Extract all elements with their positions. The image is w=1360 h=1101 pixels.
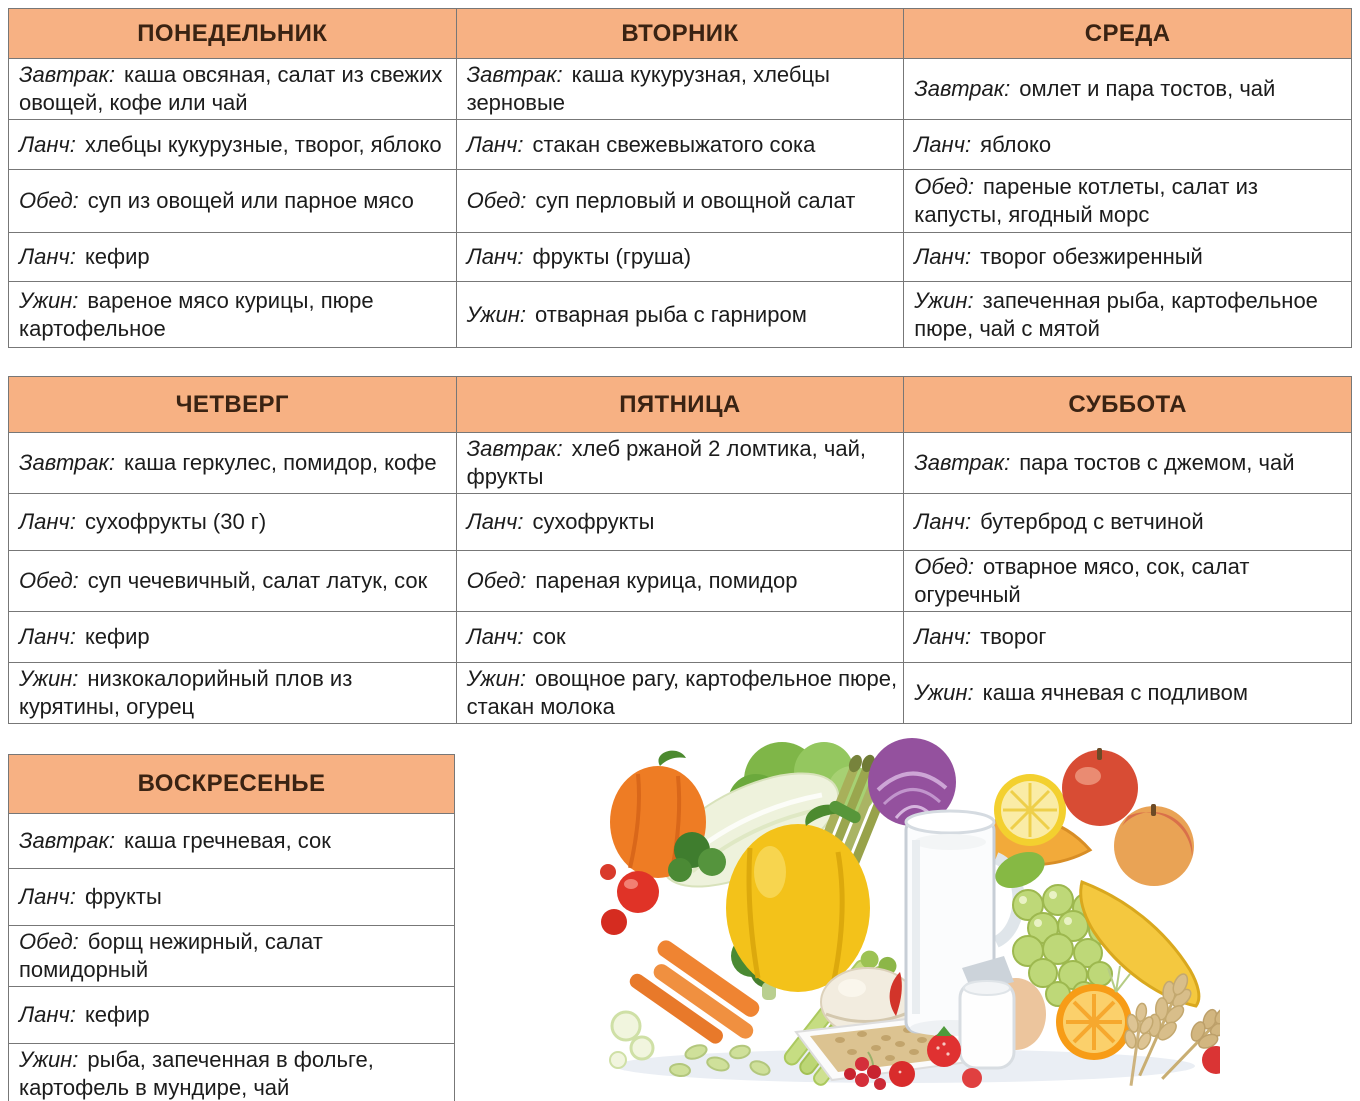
meal-cell bbox=[904, 433, 1352, 494]
table-gap bbox=[8, 348, 1352, 376]
meal-label: Ланч: bbox=[19, 509, 76, 534]
day-header-tuesday: ВТОРНИК bbox=[456, 9, 904, 59]
meal-cell bbox=[456, 282, 904, 348]
milk-bottle bbox=[960, 956, 1014, 1068]
meal-cell bbox=[456, 612, 904, 663]
meal-text: фрукты (груша) bbox=[532, 244, 692, 269]
meal-cell bbox=[456, 120, 904, 170]
day-header-sunday: ВОСКРЕСЕНЬЕ bbox=[9, 755, 455, 814]
meal-cell bbox=[9, 433, 457, 494]
meal-cell bbox=[904, 233, 1352, 282]
meal-label: Ужин: bbox=[914, 680, 974, 705]
meal-text: каша кукурузная, хлебцы зерновые bbox=[466, 62, 830, 115]
meal-cell bbox=[456, 551, 904, 612]
day-header-thursday: ЧЕТВЕРГ bbox=[9, 377, 457, 433]
meal-text: отварная рыба с гарниром bbox=[535, 301, 807, 327]
meal-text: суп из овощей или парное мясо bbox=[87, 188, 414, 213]
meal-label: Ланч: bbox=[914, 509, 972, 534]
meal-text: омлет и пара тостов, чай bbox=[1019, 76, 1276, 101]
menu-table-mon-wed bbox=[8, 8, 1352, 348]
meal-label: Завтрак: bbox=[19, 828, 116, 853]
meal-label: Ужин: bbox=[19, 287, 79, 313]
meal-text: каша ячневая с подливом bbox=[982, 680, 1248, 705]
meal-text: низкокалорийный плов из курятины, огурец bbox=[19, 666, 353, 719]
meal-label: Ланч: bbox=[466, 244, 524, 269]
meal-text: кефир bbox=[84, 1002, 150, 1027]
meal-cell bbox=[456, 433, 904, 494]
meal-label: Ланч: bbox=[19, 624, 76, 649]
meal-label: Ланч: bbox=[19, 1002, 76, 1027]
meal-cell bbox=[904, 551, 1352, 612]
meal-text: каша геркулес, помидор, кофе bbox=[124, 450, 437, 475]
meal-text: кефир bbox=[84, 624, 150, 649]
meal-label: Обед: bbox=[914, 554, 974, 579]
meal-label: Ланч: bbox=[19, 884, 76, 909]
meal-text: творог bbox=[980, 624, 1047, 649]
meal-cell bbox=[9, 120, 457, 170]
meal-text: кефир bbox=[84, 244, 150, 269]
lemon-slice bbox=[994, 774, 1066, 846]
meal-text: рыба, запеченная в фольге, картофель в мундире, чай bbox=[19, 1047, 374, 1100]
meal-label: Ужин: bbox=[466, 301, 527, 327]
meal-text: каша гречневая, сок bbox=[124, 828, 331, 853]
meal-label: Обед: bbox=[466, 568, 527, 593]
meal-text: сок bbox=[532, 624, 566, 649]
meal-label: Ланч: bbox=[914, 131, 972, 157]
meal-label: Завтрак: bbox=[19, 450, 116, 475]
meal-cell bbox=[904, 612, 1352, 663]
orange-half bbox=[1056, 984, 1132, 1060]
meal-label: Ужин: bbox=[19, 1047, 79, 1072]
meal-cell bbox=[9, 612, 457, 663]
meal-label: Ланч: bbox=[466, 131, 524, 157]
meal-cell bbox=[9, 987, 455, 1044]
meal-cell bbox=[456, 59, 904, 120]
meal-text: сухофрукты bbox=[532, 509, 655, 534]
meal-label: Завтрак: bbox=[466, 436, 563, 461]
meal-cell bbox=[9, 170, 457, 233]
day-header-wednesday: СРЕДА bbox=[904, 9, 1352, 59]
meal-cell bbox=[456, 233, 904, 282]
meal-text: суп перловый и овощной салат bbox=[535, 188, 856, 213]
meal-label: Обед: bbox=[19, 929, 79, 954]
menu-table-sunday bbox=[8, 754, 455, 1101]
meal-label: Завтрак: bbox=[19, 62, 116, 87]
meal-label: Завтрак: bbox=[914, 450, 1011, 475]
meal-label: Ужин: bbox=[19, 666, 79, 691]
meal-text: борщ нежирный, салат помидорный bbox=[19, 929, 323, 982]
meal-label: Ужин: bbox=[914, 287, 974, 313]
meal-text: каша овсяная, салат из свежих овощей, кофе или чай bbox=[19, 62, 443, 115]
meal-cell bbox=[9, 1044, 455, 1101]
meal-text: пара тостов с джемом, чай bbox=[1019, 450, 1295, 475]
menu-table-thu-sat bbox=[8, 376, 1352, 724]
day-header-monday: ПОНЕДЕЛЬНИК bbox=[9, 9, 457, 59]
meal-cell bbox=[904, 170, 1352, 233]
meal-cell bbox=[9, 494, 457, 551]
meal-text: фрукты bbox=[84, 884, 162, 909]
meal-text: бутерброд с ветчиной bbox=[980, 509, 1204, 534]
meal-label: Завтрак: bbox=[914, 76, 1011, 101]
meal-cell bbox=[9, 59, 457, 120]
meal-text: яблоко bbox=[980, 131, 1052, 157]
meal-text: запеченная рыба, картофельное пюре, чай с мятой bbox=[914, 287, 1318, 341]
meal-label: Обед: bbox=[19, 188, 79, 213]
healthy-food-photo bbox=[600, 730, 1220, 1094]
meal-cell bbox=[456, 663, 904, 724]
meal-text: пареные котлеты, салат из капусты, ягодный морс bbox=[914, 174, 1258, 227]
meal-cell bbox=[904, 120, 1352, 170]
meal-label: Завтрак: bbox=[466, 62, 563, 87]
meal-label: Обед: bbox=[19, 568, 79, 593]
meal-cell bbox=[9, 551, 457, 612]
meal-text: хлеб ржаной 2 ломтика, чай, фрукты bbox=[466, 436, 866, 489]
meal-cell bbox=[904, 59, 1352, 120]
meal-text: овощное рагу, картофельное пюре, стакан молока bbox=[466, 666, 898, 719]
meal-label: Ланч: bbox=[466, 509, 524, 534]
meal-cell bbox=[9, 282, 457, 348]
day-header-friday: ПЯТНИЦА bbox=[456, 377, 904, 433]
meal-label: Ланч: bbox=[914, 244, 972, 269]
meal-text: вареное мясо курицы, пюре картофельное bbox=[19, 287, 374, 341]
meal-label: Ланч: bbox=[19, 131, 76, 157]
meal-text: суп чечевичный, салат латук, сок bbox=[87, 568, 428, 593]
meal-text: пареная курица, помидор bbox=[535, 568, 798, 593]
meal-text: творог обезжиренный bbox=[980, 244, 1203, 269]
meal-label: Обед: bbox=[914, 174, 974, 199]
meal-cell bbox=[9, 926, 455, 987]
meal-label: Ланч: bbox=[914, 624, 972, 649]
meal-cell bbox=[456, 170, 904, 233]
meal-cell bbox=[904, 663, 1352, 724]
meal-label: Ужин: bbox=[466, 666, 527, 691]
meal-cell bbox=[9, 233, 457, 282]
meal-cell bbox=[9, 869, 455, 926]
meal-text: стакан свежевыжатого сока bbox=[532, 131, 816, 157]
meal-text: хлебцы кукурузные, творог, яблоко bbox=[84, 131, 442, 157]
day-header-saturday: СУББОТА bbox=[904, 377, 1352, 433]
meal-cell bbox=[904, 282, 1352, 348]
meal-text: отварное мясо, сок, салат огуречный bbox=[914, 554, 1250, 607]
meal-text: сухофрукты (30 г) bbox=[84, 509, 267, 534]
meal-label: Ланч: bbox=[19, 244, 76, 269]
meal-label: Обед: bbox=[466, 188, 527, 213]
meal-cell bbox=[9, 663, 457, 724]
meal-label: Ланч: bbox=[466, 624, 524, 649]
meal-cell bbox=[9, 814, 455, 869]
meal-cell bbox=[904, 494, 1352, 551]
meal-cell bbox=[456, 494, 904, 551]
